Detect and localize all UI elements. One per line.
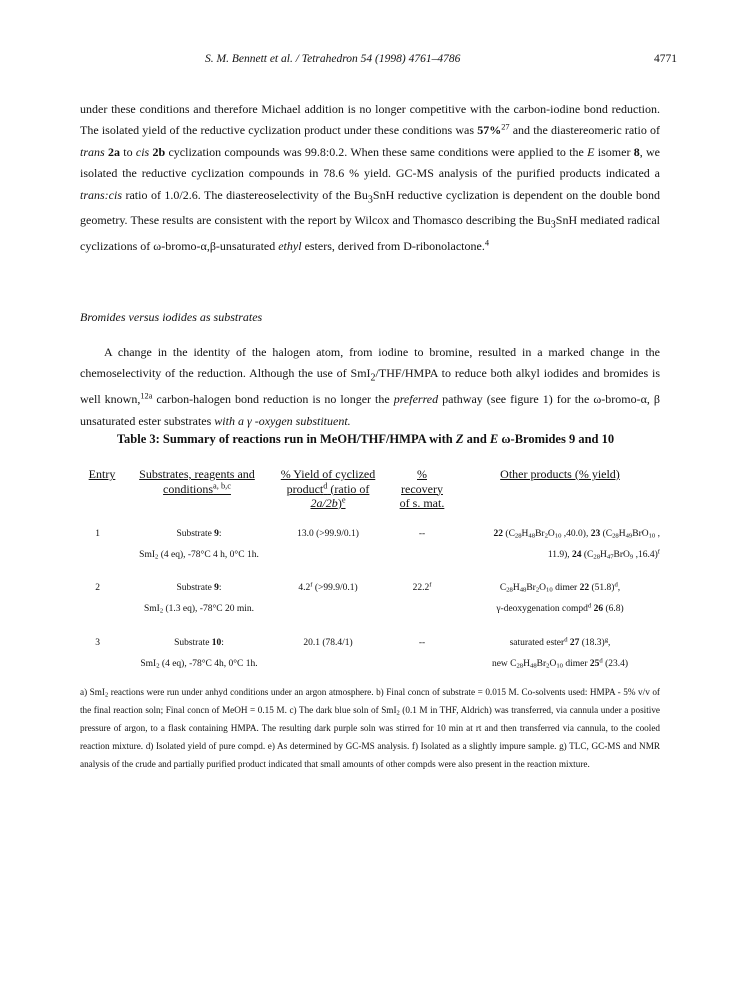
table-cell-other-products: $C_{28}H_{48}Br_2O_{10}$ dimer 22 $(51.8)^d$,: [499, 581, 621, 594]
table-cell-other-products-cont: γ-deoxygenation compd$^d$ 26 (6.8): [496, 602, 624, 614]
table-cell-conditions: SmI$_2$ (4 eq), -78°C 4 h, 0°C 1h.: [139, 550, 259, 561]
table-cell-yield: 13.0 (>99.9/0.1): [297, 529, 359, 539]
page-number: 4771: [654, 53, 677, 65]
header-other-products: Other products (% yield): [500, 467, 620, 481]
table-cell-recovery: 22.2$^f$: [412, 581, 432, 593]
body-paragraph-1: [80, 99, 660, 258]
running-head: S. M. Bennett et al. / Tetrahedron 54 (1998) 4761–4786: [205, 53, 461, 65]
table-cell-yield: 20.1 (78.4/1): [303, 638, 353, 648]
table-cell-substrate: Substrate 10:: [174, 638, 224, 648]
table-cell-other-products: saturated ester$^d$ 27 $(18.3)^g$,: [509, 636, 611, 648]
table-cell-other-products: 22 ($C_{28}H_{48}Br_2O_{10}$ ,40.0), 23 ($C_{28}H_{49}BrO_{10}$ ,: [493, 529, 660, 540]
table-cell-recovery: --: [418, 638, 426, 648]
table-cell-yield: 4.2$^f$ (>99.9/0.1): [298, 581, 358, 593]
header-yield: % Yield of cyclized product$^d$ (ratio of 2a/2b)$^e$: [280, 467, 376, 510]
header-substrates: Substrates, reagents and conditions$^{a, b,c}$: [139, 467, 255, 496]
header-entry: Entry: [88, 467, 116, 481]
paragraph-text: under these conditions and therefore Michael addition is no longer competitive with the carbon-iodine bond reduction. The isolated yield of the reductive cyclization product under these conditions was 57%$^{27}$ and the diastereomeric ratio of trans 2a to cis 2b cyclization compounds was 99.8:0.2. When these same conditions were applied to the E isomer 8, we isolated the reductive cyclization compounds in 78.6 % yield. GC-MS analysis of the purified products indicated a trans:cis ratio of 1.0/2.6. The diastereoselectivity of the $Bu_3SnH$ reductive cyclization is dependent on the double bond geometry. These results are consistent with the report by Wilcox and Thomasco describing the $Bu_3SnH$ mediated radical cyclizations of ω-bromo-α,β-unsaturated ethyl esters, derived from D-ribonolactone.$^4$: [80, 102, 660, 254]
table-caption: Table 3: Summary of reactions run in MeOH/THF/HMPA with Z and E ω-Bromides 9 and 10: [116, 432, 615, 446]
table-cell-substrate: Substrate 9:: [176, 529, 222, 539]
table-cell-other-products-cont: 11.9), 24 ($C_{28}H_{47}BrO_9$ ,16.4)$^f$: [547, 548, 660, 561]
table-cell-other-products-cont: new $C_{28}H_{48}Br_2O_{10}$ dimer 25$^d$ (23.4): [491, 657, 629, 670]
paragraph-text: A change in the identity of the halogen atom, from iodine to bromine, resulted in a marked change in the chemoselectivity of the reduction. Although the use of SmI$_2$/THF/HMPA to reduce both alkyl iodides and bromides is well known,$^{12a}$ carbon-halogen bond reduction is no longer the preferred pathway (see figure 1) for the ω-bromo-α, β unsaturated ester substrates with a γ -oxygen substituent.: [80, 345, 660, 428]
table-cell-recovery: --: [418, 529, 426, 539]
body-paragraph-2: [80, 342, 660, 432]
page-header: [0, 53, 731, 69]
table-cell-conditions: SmI$_2$ (1.3 eq), -78°C 20 min.: [143, 604, 255, 615]
table-cell-conditions: SmI$_2$ (4 eq), -78°C 4h, 0°C 1h.: [140, 659, 258, 670]
table-footnotes: a) SmI$_2$ reactions were run under anhyd conditions under an argon atmosphere. b) Final concn of substrate = 0.015 M. Co-solvents used: HMPA - 5% v/v of the final reaction soln; Final concn of MeOH = 0.15 M. c) The dark blue soln of SmI$_2$ (0.1 M in THF, Aldrich) was transferred, via cannula under a positive pressure of argon, to a flask containing HMPA. The resulting dark purple soln was stirred for 10 min at rt and then transferred via cannula, to the cooled reaction mixture. d) Isolated yield of pure compd. e) As determined by GC-MS analysis. f) Isolated as a slightly impure sample. g) TLC, GC-MS and NMR analysis of the crude and partially purified product indicated that small amounts of other compds were also present in the reaction mixture.: [80, 687, 660, 769]
section-subheading: Bromides versus iodides as substrates: [80, 310, 263, 324]
header-recovery: % recovery of s. mat.: [399, 467, 445, 510]
table-cell-substrate: Substrate 9:: [176, 583, 222, 593]
table-cell-entry: 1: [95, 529, 100, 539]
table-cell-entry: 3: [95, 638, 100, 648]
table-cell-entry: 2: [95, 583, 100, 593]
